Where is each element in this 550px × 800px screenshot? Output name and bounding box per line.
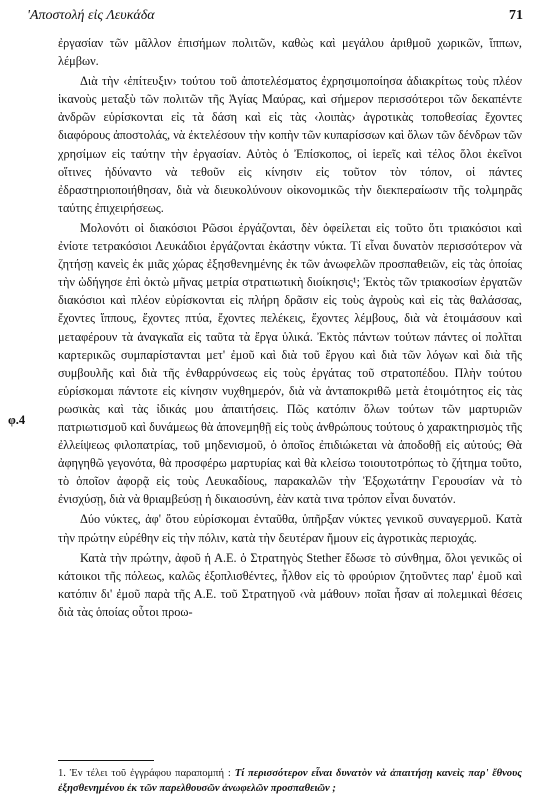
paragraph: Διὰ τὴν ‹ἐπίτευξιν› τούτου τοῦ ἀποτελέσματος ἐχρησιμοποίησα ἀδιακρίτως τοὺς πλέον ἱκανοὺς μεταξὺ τῶν πολιτῶν τῆς Ἁγίας Μαύρας, καὶ σήμερον περισσότεροι τῶν δεκαπέντε ἀνδρῶν εὑρίσκονται εἰς τὰ δάση καὶ εἰς τὰς ‹λοιπὰς› ἀγροτικὰς τοποθεσίας ἔχοντες διαφόρους ἀποστολάς, νὰ ἐκτελέσουν τὴν κοπὴν τῶν κυπαρίσσων καὶ ὅλων τῶν δένδρων τῶν χρησίμων εἰς ταύτην τὴν ἐργασίαν. Αὐτὸς ὁ Ἐπίσκοπος, οἱ ἱερεῖς καὶ τέλος ὅλοι ἐκεῖνοι οἵτινες ἠδύναντο νὰ τεθοῦν εἰς κίνησιν εἰς τοῦτον τὸν τόπον, οἱ πάντες ἐδραστηριοποιήθησαν, διὰ νὰ διευκολύνουν οἰκονομικῶς τὴν διεκπεραίωσιν τῆς τολμηρᾶς ταύτης ἐπιχειρήσεως. xyxy=(58,74,522,215)
footnote xyxy=(58,766,522,796)
paragraph-continuation: ἐργασίαν τῶν μᾶλλον ἐπισήμων πολιτῶν, καθὼς καὶ μεγάλου ἀριθμοῦ χωρικῶν, ἵππων, λέμβων. xyxy=(58,36,522,69)
margin-folio-note: φ.4 xyxy=(8,413,26,427)
main-text xyxy=(58,34,522,623)
paragraph: Δύο νύκτες, ἀφ' ὅτου εὑρίσκομαι ἐνταῦθα, ὑπῆρξαν νύκτες γενικοῦ συναγερμοῦ. Κατὰ τὴν πρώτην εὑρέθην εἰς τὴν πόλιν, κατὰ τὴν δευτέραν ἤμουν εἰς ἀγροτικὰς περιοχάς. xyxy=(58,512,522,545)
page-number: 71 xyxy=(509,8,523,23)
footnote-number: 1. xyxy=(58,768,66,779)
paragraph: Μολονότι οἱ διακόσιοι Ρῶσοι ἐργάζονται, δὲν ὀφείλεται εἰς τοῦτο ὅτι τριακόσιοι καὶ ἐνίοτε τετρακόσιοι Λευκάδιοι ἐργάζονται ἑκάστην νύκτα. Τί εἶναι δυνατὸν περισσότερον νὰ ζητήσῃ κανεὶς ἐκ μιᾶς χώρας ἐξησθενημένης ἐκ τῶν ἀνωφελῶν προσπαθειῶν, εἰς τὰς ὁποίας τὴν ὡδήγησε ἐπὶ ὀκτὼ μῆνας μετρία στρατιωτικὴ διοίκησις¹; Ἐκτὸς τῶν τριακοσίων ἐργατῶν διακόσιοι καὶ πλέον εὑρίσκονται εἰς πλήρη δρᾶσιν εἰς τοὺς ἀγροὺς καὶ εἰς τὰς θαλάσσας, ἔχοντες ἵππους, ἔχοντες πτύα, ἔχοντες πελέκεις, ἔχοντες λέμβους, διὰ νὰ ἑτοιμάσουν καὶ μεταφέρουν τὰ ἀναγκαῖα εἰς ταῦτα τὰ ἔργα ὑλικά. Ἐκτὸς πάντων τούτων πάντες οἱ πολῖται καρτερικῶς συμπαρίστανται μετ' ἐμοῦ καὶ διὰ τοῦ ἔργου καὶ διὰ τῶν λόγων καὶ διὰ τῆς συμβουλῆς καὶ διὰ τῆς ἐνθαρρύνσεως εἰς τοὺς ἐργάτας τοῦ στρατοπέδου. Πλὴν τούτου εὑρίσκομαι πάντοτε εἰς κίνησιν νυχθημερόν, διὰ νὰ ἀνταποκριθῶ μετὰ ἑτοιμότητος εἰς τὰς ρωσικὰς καὶ τὰς ἰδικάς μου ἀπαιτήσεις. Πῶς κατόπιν ὅλων τούτων τῶν μαρτυριῶν πατριωτισμοῦ καὶ δυνάμεως θὰ ἀπονεμηθῇ εἰς τοὺς ἀνθρώπους τούτους ὁ χαρακτηρισμὸς τῆς ἐλλείψεως φιλοπατρίας, τοῦ μηδενισμοῦ, ὁ ὁποῖος ἐπιδιώκεται νὰ ἀποδοθῇ εἰς αὐτούς; Θὰ ἀφηγηθῶ γεγονότα, θὰ προσφέρω μαρτυρίας καὶ θὰ κλείσω τοιουτοτρόπως τὸ ζήτημα τοῦτο, τὸ ὁποῖον ἀφορᾷ εἰς τοὺς Λευκαδίους, παρακαλῶν τὴν Ἐξοχωτάτην Γερουσίαν νὰ τὸ ἐνισχύσῃ, διὰ νὰ θριαμβεύσῃ ἡ δικαιοσύνη, ἐὰν κατὰ τινα τρόπον εἶναι δυνατόν. xyxy=(58,220,522,507)
running-title: 'Αποστολή εἰς Λευκάδα xyxy=(27,8,155,23)
footnote-text: Τί περισσότερον εἶναι δυνατὸν νὰ ἀπαιτήσῃ κανεὶς παρ' ἔθνους ἐξησθενημένου ἐκ τῶν παρελθουσῶν ἀνωφελῶν προσπαθειῶν ; xyxy=(58,768,522,794)
paragraph: Κατὰ τὴν πρώτην, ἀφοῦ ἡ Α.Ε. ὁ Στρατηγὸς Stether ἔδωσε τὸ σύνθημα, ὅλοι γενικῶς οἱ κάτοικοι τῆς πόλεως, καλῶς ἐξοπλισθέντες, ἦλθον εἰς τὸ φρούριον ζητοῦντες παρ' ἐμοῦ καὶ κατόπιν δι' ἐμοῦ παρὰ τῆς Α.Ε. τοῦ Στρατηγοῦ ‹νὰ μάθουν› ποῖαι ἦσαν αἱ πολεμικαὶ θέσεις διὰ τὰς ὁποίας οὗτοι προω- xyxy=(58,550,522,619)
footnote-divider xyxy=(58,760,154,761)
page-header xyxy=(27,8,523,28)
footnote-intro: Ἐν τέλει τοῦ ἐγγράφου παραπομπή : xyxy=(69,768,231,779)
